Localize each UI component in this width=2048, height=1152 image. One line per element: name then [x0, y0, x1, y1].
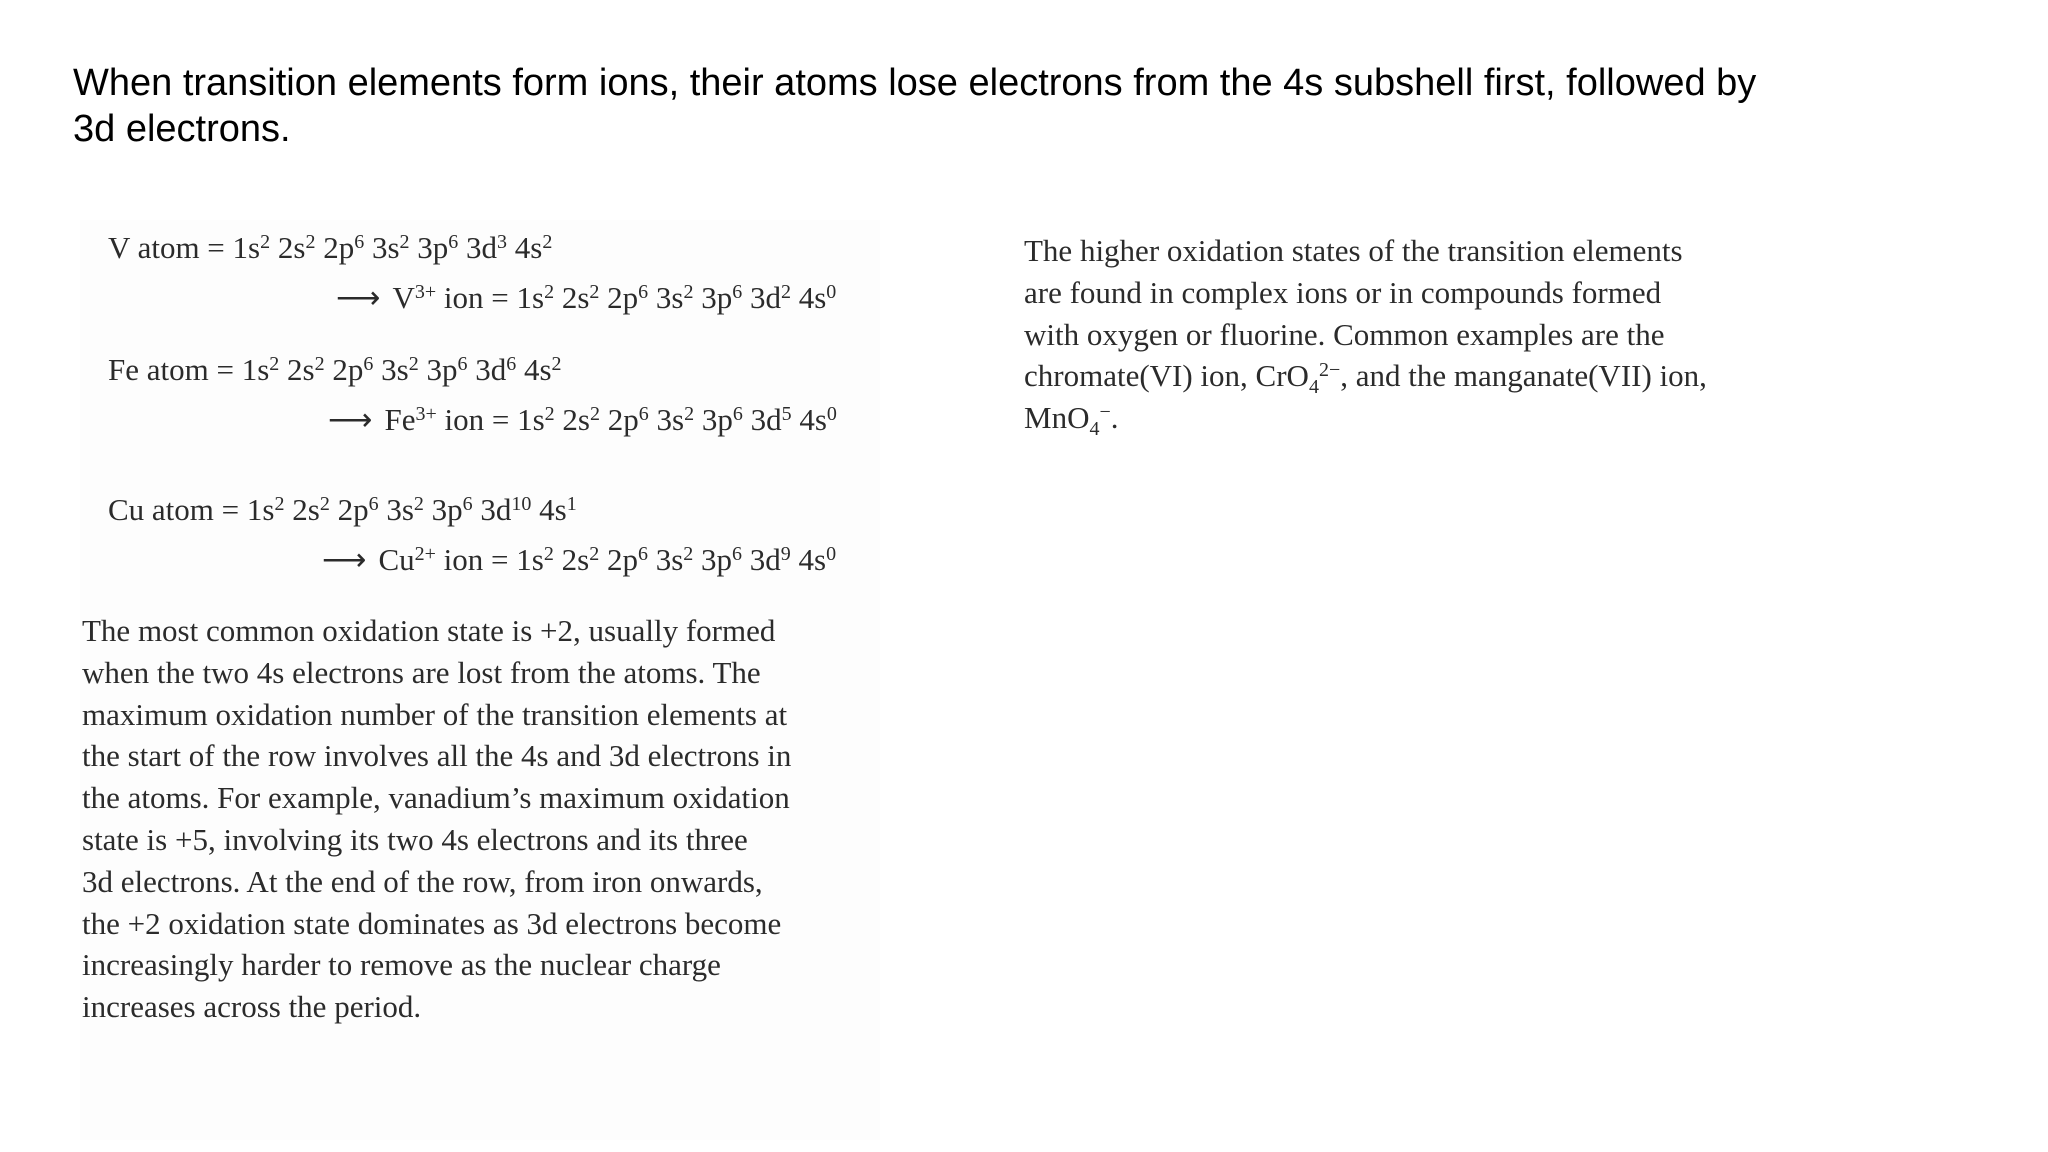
ion-charge: 3+ [415, 403, 437, 425]
orbital-electron-count: 1 [566, 493, 577, 515]
orbital-term [799, 402, 837, 437]
higher-oxidation-states-paragraph [1024, 230, 1784, 439]
orbital-term [799, 280, 837, 315]
orbital-term [432, 492, 473, 527]
orbital-electron-count: 2 [544, 281, 555, 303]
orbital-name: 3d [475, 352, 507, 387]
arrow-icon: ⟶ [322, 542, 367, 577]
orbital-electron-count: 2 [683, 281, 694, 303]
orbital-term [562, 402, 600, 437]
orbital-electron-count: 6 [363, 353, 374, 375]
cu-atom-configuration [108, 490, 577, 530]
orbital-name: 3s [655, 542, 684, 577]
ion-species: V [392, 280, 415, 315]
orbital-name: 4s [798, 280, 827, 315]
orbital-name: 2p [607, 402, 639, 437]
heading-line-1: When transition elements form ions, their atoms lose electrons from the 4s subshell first, followed by [73, 62, 1757, 104]
paragraph-line: maximum oxidation number of the transition elements at [82, 696, 788, 732]
orbital-name: 4s [523, 352, 552, 387]
orbital-electron-count: 2 [408, 353, 419, 375]
chromate-text: chromate(VI) ion, CrO [1024, 358, 1309, 394]
orbital-term [338, 492, 379, 527]
configuration-label: Cu atom = [108, 492, 247, 527]
orbital-electron-count: 2 [589, 543, 600, 565]
orbital-name: 1s [232, 230, 261, 265]
orbital-name: 2s [292, 492, 320, 527]
orbital-name: 4s [514, 230, 543, 265]
orbital-name: 3s [655, 280, 684, 315]
paragraph-line: the +2 oxidation state dominates as 3d electrons become [82, 905, 782, 941]
orbital-electron-count: 2 [589, 281, 600, 303]
orbital-term [607, 542, 648, 577]
orbital-electron-count: 6 [732, 403, 743, 425]
orbital-name: 2p [607, 280, 639, 315]
orbital-electron-count: 6 [448, 231, 459, 253]
orbital-term [417, 230, 458, 265]
orbital-name: 2s [561, 280, 590, 315]
orbital-electron-count: 6 [637, 543, 648, 565]
orbital-electron-count: 6 [732, 543, 743, 565]
orbital-term [799, 542, 837, 577]
orbital-name: 1s [517, 402, 545, 437]
orbital-electron-count: 6 [638, 281, 649, 303]
orbital-name: 2s [277, 230, 306, 265]
chromate-subscript: 4 [1308, 376, 1319, 399]
orbital-term [701, 542, 742, 577]
v-atom-configuration [108, 228, 552, 268]
ion-species: Fe [384, 402, 416, 437]
orbital-term [332, 352, 373, 387]
orbital-name: 3s [371, 230, 400, 265]
orbital-electron-count: 2 [683, 543, 694, 565]
slide-heading [73, 60, 1833, 152]
orbital-term [750, 542, 791, 577]
orbital-term [517, 402, 555, 437]
paragraph-line: increasingly harder to remove as the nuclear charge [82, 947, 721, 983]
orbital-name: 1s [241, 352, 270, 387]
orbital-term [608, 402, 649, 437]
orbital-name: 2s [561, 542, 590, 577]
orbital-term [516, 542, 554, 577]
orbital-electron-count: 2 [551, 353, 562, 375]
orbital-term [539, 492, 577, 527]
orbital-term [516, 280, 554, 315]
orbital-electron-count: 0 [826, 543, 837, 565]
configuration-label: ion = [436, 402, 518, 437]
orbital-term [750, 280, 791, 315]
configuration-label: V atom = [108, 230, 233, 265]
orbital-term [372, 230, 410, 265]
orbital-term [562, 280, 600, 315]
manganate-text: , and the manganate(VII) ion, [1340, 358, 1707, 394]
orbital-electron-count: 2 [305, 231, 316, 253]
orbital-electron-count: 2 [260, 231, 271, 253]
orbital-electron-count: 2 [269, 353, 280, 375]
heading-line-2: 3d electrons. [73, 108, 291, 150]
orbital-term [656, 280, 694, 315]
configuration-label: Fe atom = [108, 352, 242, 387]
orbital-electron-count: 2 [780, 281, 791, 303]
orbital-name: 2p [323, 230, 355, 265]
orbital-term [475, 352, 516, 387]
orbital-name: 3p [701, 542, 733, 577]
orbital-name: 3p [701, 402, 733, 437]
orbital-term [701, 280, 742, 315]
orbital-term [562, 542, 600, 577]
orbital-name: 3d [466, 230, 498, 265]
orbital-name: 3s [656, 402, 685, 437]
arrow-icon: ⟶ [336, 280, 381, 315]
ion-charge: 2+ [414, 543, 436, 565]
orbital-electron-count: 6 [732, 281, 743, 303]
orbital-electron-count: 6 [462, 493, 473, 515]
orbital-name: 1s [516, 280, 545, 315]
orbital-electron-count: 2 [399, 231, 410, 253]
orbital-electron-count: 5 [781, 403, 792, 425]
higher-states-line-3: with oxygen or fluorine. Common examples are the [1024, 316, 1665, 352]
orbital-electron-count: 0 [826, 281, 837, 303]
orbital-term [381, 352, 419, 387]
orbital-name: 3p [426, 352, 458, 387]
configuration-label: ion = [435, 542, 517, 577]
orbital-name: 3p [701, 280, 733, 315]
orbital-term [480, 492, 531, 527]
orbital-term [323, 230, 364, 265]
orbital-term [287, 352, 325, 387]
orbital-electron-count: 6 [368, 493, 379, 515]
orbital-electron-count: 6 [457, 353, 468, 375]
configuration-label: ion = [436, 280, 517, 315]
orbital-name: 3s [381, 352, 409, 387]
higher-states-line-5 [1024, 397, 1784, 439]
cu-ion-configuration [322, 540, 836, 580]
orbital-term [242, 352, 280, 387]
paragraph-line: The most common oxidation state is +2, usually formed [82, 613, 776, 648]
orbital-name: 3d [480, 492, 512, 527]
permanganate-formula: MnO [1024, 400, 1090, 436]
orbital-name: 4s [798, 542, 827, 577]
orbital-electron-count: 2 [544, 403, 555, 425]
higher-states-line-2: are found in complex ions or in compounds formed [1024, 274, 1662, 310]
orbital-term [607, 280, 648, 315]
orbital-electron-count: 6 [506, 353, 517, 375]
orbital-name: 3d [750, 402, 782, 437]
orbital-term [426, 352, 467, 387]
paragraph-line: state is +5, involving its two 4s electrons and its three [82, 821, 748, 857]
orbital-electron-count: 9 [780, 543, 791, 565]
paragraph-line: the start of the row involves all the 4s and 3d electrons in [82, 738, 792, 774]
orbital-electron-count: 2 [542, 231, 553, 253]
common-oxidation-states-paragraph [82, 610, 872, 1028]
orbital-electron-count: 2 [590, 403, 600, 425]
orbital-term [386, 492, 424, 527]
orbital-term [702, 402, 743, 437]
orbital-term [278, 230, 316, 265]
paragraph-line: 3d electrons. At the end of the row, from iron onwards, [82, 863, 763, 899]
arrow-icon: ⟶ [328, 402, 373, 437]
permanganate-charge: − [1099, 401, 1111, 424]
orbital-name: 2p [332, 352, 364, 387]
orbital-term [751, 402, 792, 437]
orbital-term [466, 230, 507, 265]
orbital-electron-count: 2 [543, 543, 554, 565]
orbital-name: 3p [417, 230, 449, 265]
orbital-name: 2s [562, 402, 590, 437]
ion-species: Cu [378, 542, 415, 577]
orbital-term [292, 492, 330, 527]
orbital-electron-count: 10 [511, 493, 532, 515]
orbital-electron-count: 3 [497, 231, 508, 253]
orbital-electron-count: 2 [274, 493, 285, 515]
orbital-name: 1s [516, 542, 544, 577]
orbital-term [524, 352, 562, 387]
orbital-term [657, 402, 695, 437]
orbital-name: 3s [386, 492, 414, 527]
chromate-charge: 2− [1318, 359, 1341, 382]
permanganate-subscript: 4 [1089, 418, 1100, 441]
higher-states-line-4 [1024, 355, 1784, 397]
orbital-term [656, 542, 694, 577]
paragraph-line: increases across the period. [82, 989, 422, 1025]
orbital-electron-count: 2 [314, 353, 325, 375]
orbital-electron-count: 2 [684, 403, 695, 425]
fe-atom-configuration [108, 350, 562, 390]
paragraph-line: the atoms. For example, vanadium’s maximum oxidation [82, 780, 790, 816]
orbital-name: 2p [606, 542, 638, 577]
paragraph-line: when the two 4s electrons are lost from the atoms. The [82, 654, 761, 690]
ion-charge: 3+ [414, 281, 437, 303]
orbital-electron-count: 6 [354, 231, 365, 253]
orbital-name: 3d [749, 280, 781, 315]
orbital-name: 2s [287, 352, 315, 387]
orbital-name: 4s [799, 402, 827, 437]
orbital-name: 4s [539, 492, 567, 527]
v-ion-configuration [336, 278, 836, 318]
orbital-electron-count: 2 [413, 493, 424, 515]
fe-ion-configuration [328, 400, 837, 440]
orbital-electron-count: 6 [638, 403, 649, 425]
orbital-electron-count: 2 [319, 493, 330, 515]
orbital-electron-count: 0 [826, 403, 837, 425]
sentence-end: . [1110, 400, 1119, 436]
higher-states-line-1: The higher oxidation states of the transition elements [1024, 233, 1683, 268]
orbital-name: 1s [246, 492, 275, 527]
orbital-name: 3p [431, 492, 463, 527]
orbital-term [247, 492, 285, 527]
orbital-name: 2p [337, 492, 369, 527]
orbital-name: 3d [749, 542, 781, 577]
orbital-term [233, 230, 271, 265]
orbital-term [515, 230, 553, 265]
